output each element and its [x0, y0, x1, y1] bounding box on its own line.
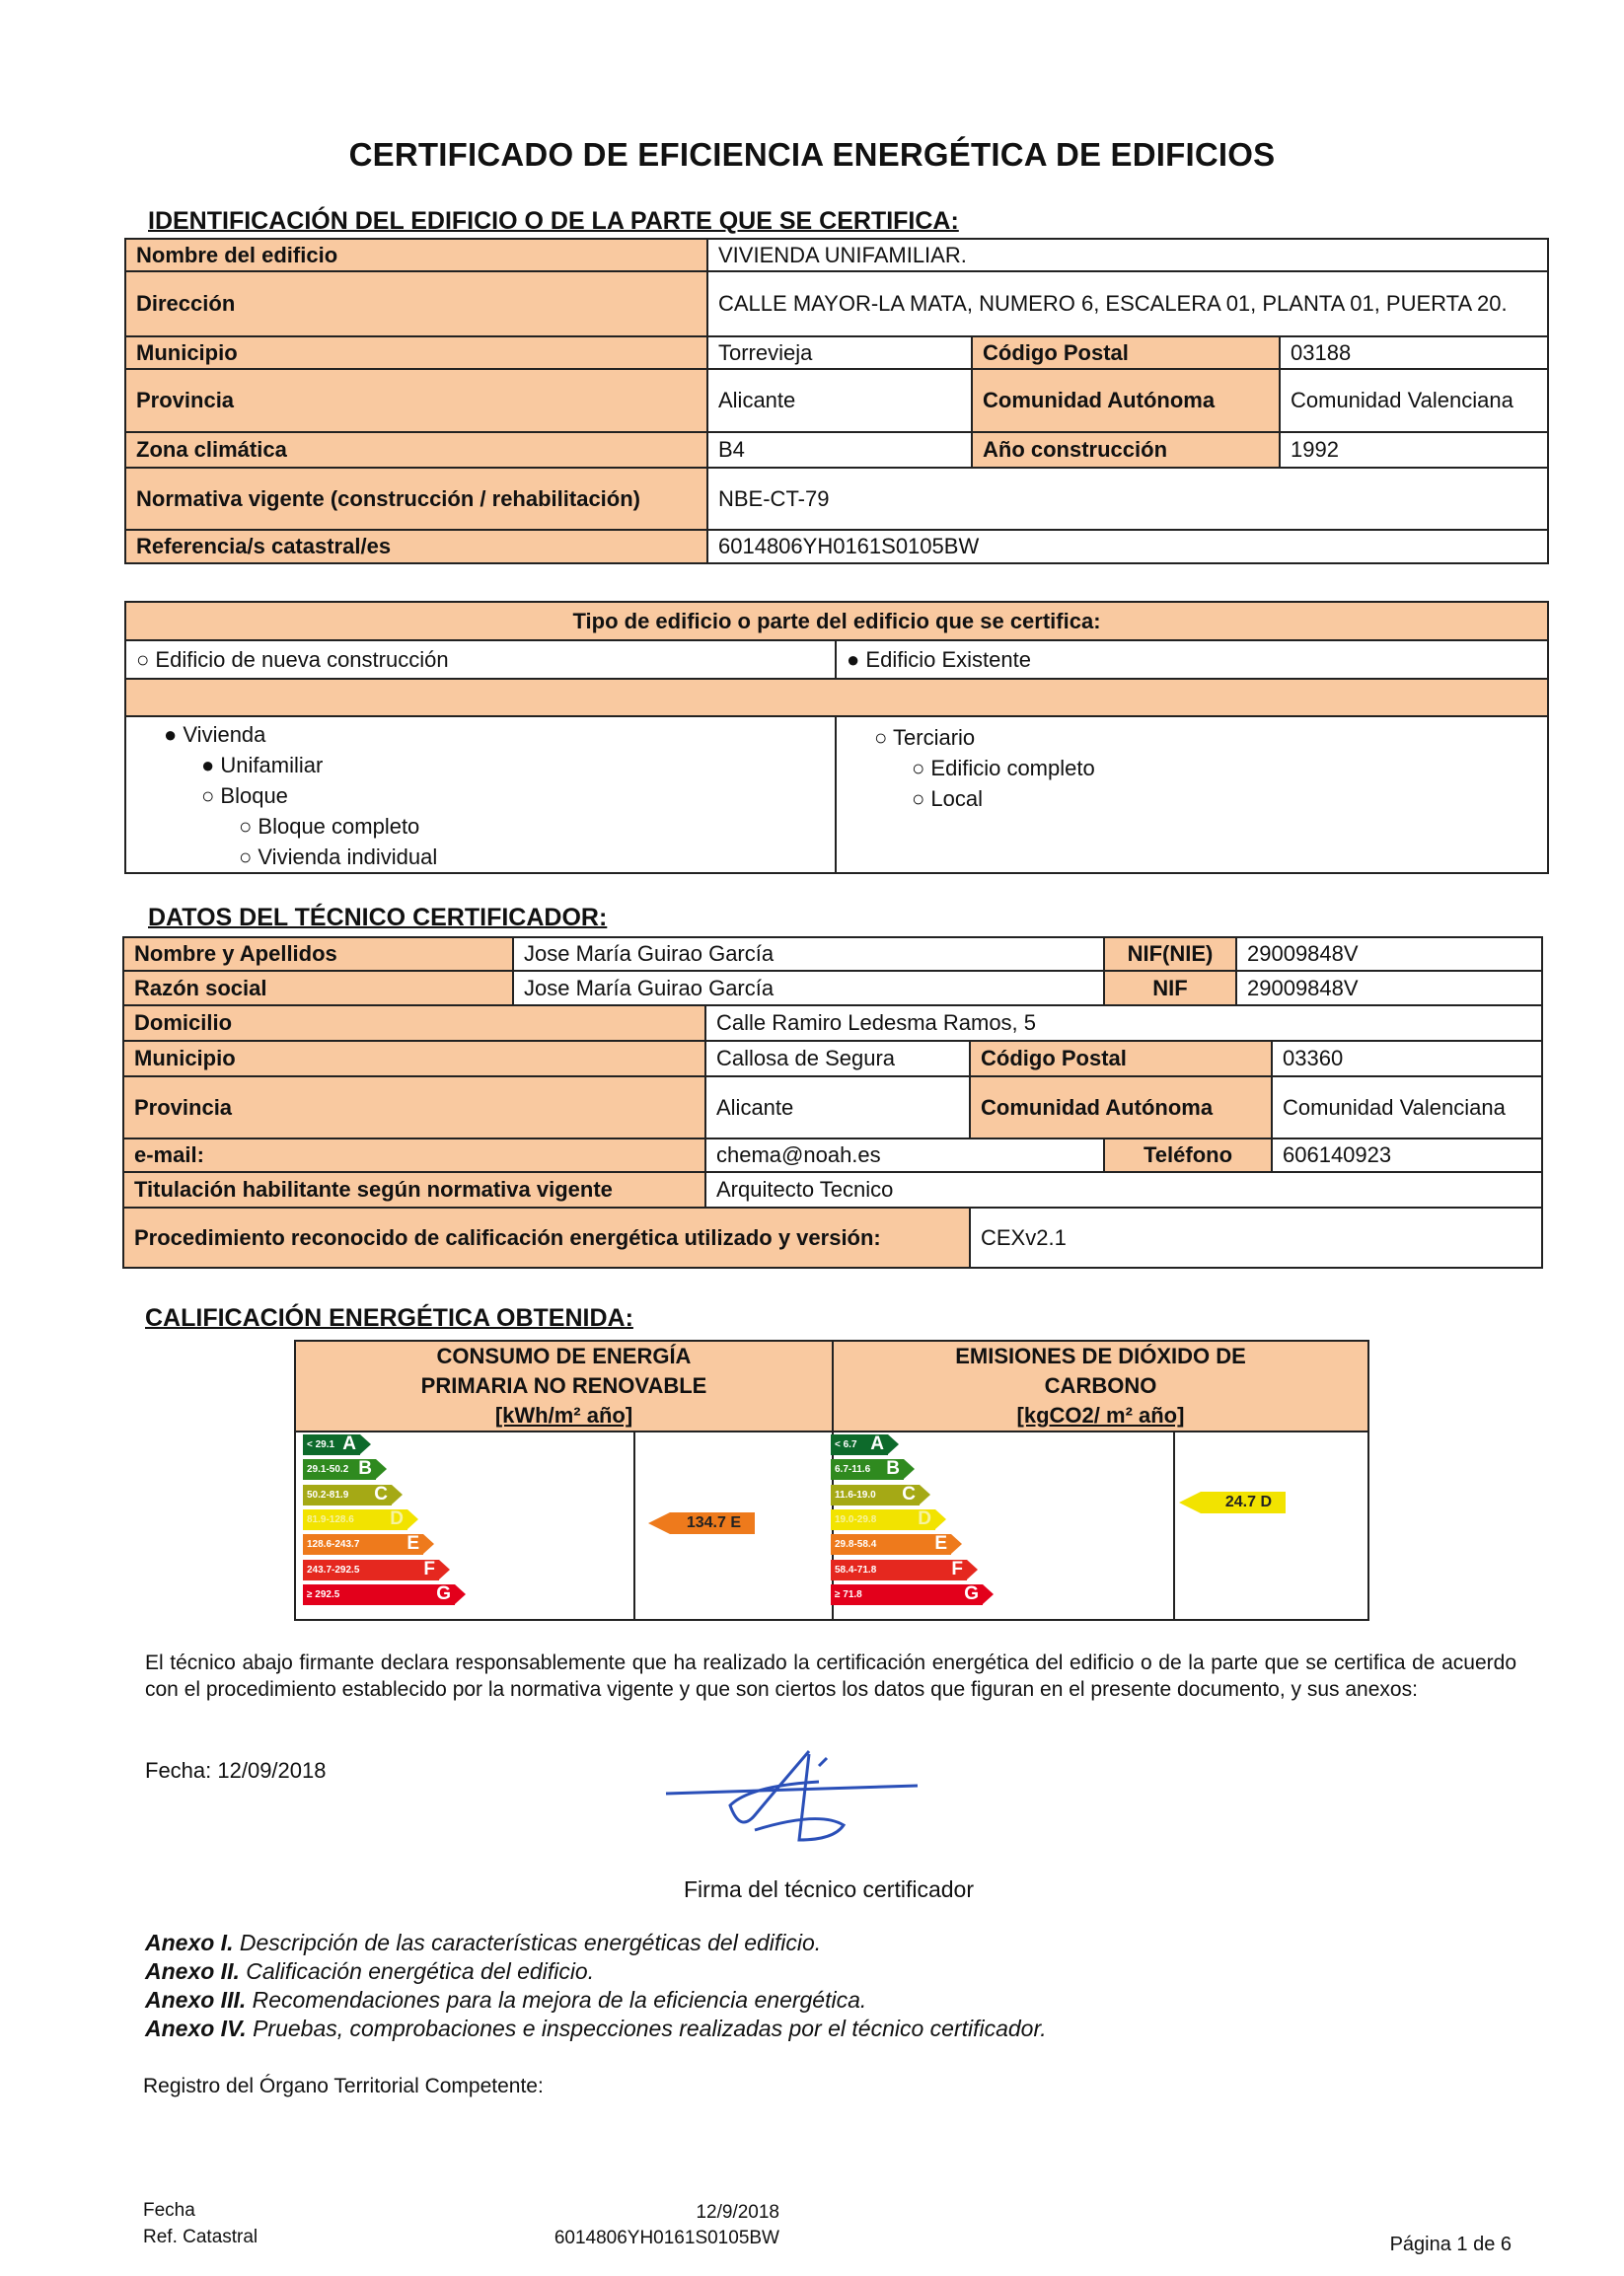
- label: Comunidad Autónoma: [972, 369, 1280, 432]
- footer-date-label: Fecha: [143, 2200, 195, 2221]
- rating-letter: A: [342, 1433, 356, 1454]
- label: Año construcción: [972, 432, 1280, 468]
- rating-bar-e: [831, 1534, 951, 1555]
- label: Provincia: [125, 369, 707, 432]
- annex-item: [145, 2015, 1047, 2043]
- building-name: VIVIENDA UNIFAMILIAR.: [707, 239, 1548, 271]
- label: NIF(NIE): [1104, 937, 1236, 971]
- technician-qualification: Arquitecto Tecnico: [705, 1172, 1542, 1208]
- rating-range: 6.7-11.6: [835, 1464, 871, 1476]
- annex-name: Anexo II.: [145, 1958, 240, 1984]
- label: Referencia/s catastral/es: [125, 530, 707, 563]
- rating-bar-d: [831, 1509, 935, 1530]
- annex-name: Anexo III.: [145, 1987, 247, 2013]
- rating-range: 128.6-243.7: [307, 1539, 360, 1551]
- radio-terciario: ○ Terciario: [847, 722, 1537, 753]
- annex-item: [145, 1986, 1047, 2015]
- label: Zona climática: [125, 432, 707, 468]
- technician-address: Calle Ramiro Ledesma Ramos, 5: [705, 1005, 1542, 1041]
- label: Provincia: [123, 1076, 705, 1138]
- label: Dirección: [125, 271, 707, 336]
- rating-range: < 6.7: [835, 1439, 857, 1450]
- emisiones-unit: [kgCO2/ m² año]: [1016, 1403, 1185, 1428]
- annex-name: Anexo IV.: [145, 2016, 247, 2041]
- rating-range: 29.1-50.2: [307, 1464, 349, 1476]
- rating-bar-g: [303, 1584, 455, 1605]
- label: NIF: [1104, 971, 1236, 1005]
- footer-ref-label: Ref. Catastral: [143, 2227, 258, 2247]
- address: CALLE MAYOR-LA MATA, NUMERO 6, ESCALERA 01, PLANTA 01, PUERTA 20.: [707, 271, 1548, 336]
- rating-letter: G: [436, 1582, 451, 1604]
- radio-vivienda: ● Vivienda: [136, 719, 825, 750]
- radio-bloque-completo: ○ Bloque completo: [136, 811, 825, 842]
- rating-letter: G: [964, 1582, 979, 1604]
- annex-text: Pruebas, comprobaciones e inspecciones realizadas por el técnico certificador.: [253, 2016, 1047, 2041]
- radio-unifamiliar: ● Unifamiliar: [136, 750, 825, 780]
- rating-bar-c: [303, 1485, 392, 1505]
- rating-letter: C: [374, 1483, 388, 1505]
- rating-range: 81.9-128.6: [307, 1513, 354, 1525]
- building-identification-table: [124, 238, 1549, 564]
- emisiones-header-line1: EMISIONES DE DIÓXIDO DE: [955, 1344, 1246, 1368]
- section-heading-identificacion: IDENTIFICACIÓN DEL EDIFICIO O DE LA PARTE QUE SE CERTIFICA:: [148, 207, 959, 235]
- label: Normativa vigente (construcción / rehabilitación): [125, 468, 707, 530]
- rating-range: ≥ 71.8: [835, 1588, 862, 1600]
- rating-letter: B: [886, 1458, 900, 1480]
- nif-nie: 29009848V: [1236, 937, 1542, 971]
- postal-code: 03188: [1280, 336, 1548, 369]
- signature-image: [661, 1746, 927, 1855]
- label: Titulación habilitante según normativa vigente: [123, 1172, 705, 1208]
- annex-item: [145, 1957, 1047, 1986]
- footer-date: 12/9/2018: [696, 2202, 779, 2223]
- label: Municipio: [123, 1041, 705, 1076]
- label: e-mail:: [123, 1138, 705, 1172]
- building-type-table: [124, 601, 1549, 874]
- rating-range: 11.6-19.0: [835, 1489, 876, 1501]
- annex-text: Calificación energética del edificio.: [246, 1958, 595, 1984]
- rating-bar-f: [831, 1560, 967, 1580]
- building-type-heading: Tipo de edificio o parte del edificio que se certifica:: [125, 602, 1548, 640]
- label: Nombre y Apellidos: [123, 937, 513, 971]
- label: Teléfono: [1104, 1138, 1272, 1172]
- declaration-text: El técnico abajo firmante declara responsablemente que ha realizado la certificación energética del edificio o de la parte que se certifica de acuerdo con el procedimiento establecido por la normativa vigente y que son ciertos los datos que figuran en el presente documento, y sus anexos:: [145, 1652, 1516, 1701]
- technician-municipality: Callosa de Segura: [705, 1041, 970, 1076]
- radio-bloque: ○ Bloque: [136, 780, 825, 811]
- technician-phone: 606140923: [1272, 1138, 1542, 1172]
- radio-existing-building: ● Edificio Existente: [847, 647, 1031, 672]
- rating-range: < 29.1: [307, 1439, 335, 1450]
- rating-bar-g: [831, 1584, 983, 1605]
- nif: 29009848V: [1236, 971, 1542, 1005]
- technician-province: Alicante: [705, 1076, 970, 1138]
- technician-community: Comunidad Valenciana: [1272, 1076, 1542, 1138]
- signature-label: Firma del técnico certificador: [684, 1876, 974, 1902]
- label: Código Postal: [972, 336, 1280, 369]
- rating-range: 243.7-292.5: [307, 1564, 360, 1576]
- technician-name: Jose María Guirao García: [513, 937, 1104, 971]
- rating-bar-f: [303, 1560, 439, 1580]
- technician-postal-code: 03360: [1272, 1041, 1542, 1076]
- section-heading-tecnico: DATOS DEL TÉCNICO CERTIFICADOR:: [148, 904, 608, 931]
- climate-zone: B4: [707, 432, 972, 468]
- section-heading-calificacion: CALIFICACIÓN ENERGÉTICA OBTENIDA:: [145, 1304, 633, 1332]
- consumo-rating-indicator: 134.7 E: [670, 1512, 755, 1534]
- rating-range: 58.4-71.8: [835, 1564, 877, 1576]
- rating-letter: E: [406, 1533, 419, 1555]
- annex-text: Descripción de las características energéticas del edificio.: [239, 1930, 822, 1955]
- label: Razón social: [123, 971, 513, 1005]
- annex-text: Recomendaciones para la mejora de la eficiencia energética.: [252, 1987, 867, 2013]
- document-title: CERTIFICADO DE EFICIENCIA ENERGÉTICA DE EDIFICIOS: [348, 136, 1276, 173]
- regulation: NBE-CT-79: [707, 468, 1548, 530]
- rating-bar-b: [303, 1459, 376, 1480]
- rating-letter: A: [870, 1433, 884, 1454]
- rating-letter: E: [934, 1533, 947, 1555]
- rating-bar-a: [303, 1434, 360, 1455]
- emisiones-value-cell: [1174, 1432, 1368, 1620]
- technician-email: chema@noah.es: [705, 1138, 1104, 1172]
- consumo-header: [295, 1341, 833, 1432]
- rating-letter: C: [902, 1483, 916, 1505]
- cadastral-reference: 6014806YH0161S0105BW: [707, 530, 1548, 563]
- label: Domicilio: [123, 1005, 705, 1041]
- footer-ref: 6014806YH0161S0105BW: [554, 2228, 779, 2248]
- spacer-row: [125, 679, 1548, 716]
- label: Nombre del edificio: [125, 239, 707, 271]
- rating-range: 29.8-58.4: [835, 1539, 877, 1551]
- rating-bar-c: [831, 1485, 920, 1505]
- rating-range: 19.0-29.8: [835, 1513, 877, 1525]
- emisiones-header-line2: CARBONO: [1044, 1373, 1157, 1398]
- signature-date: Fecha: 12/09/2018: [145, 1758, 327, 1783]
- company-name: Jose María Guirao García: [513, 971, 1104, 1005]
- annex-list: [145, 1929, 1047, 2043]
- rating-letter: D: [918, 1507, 931, 1529]
- consumo-header-line2: PRIMARIA NO RENOVABLE: [420, 1373, 707, 1398]
- registry-label: Registro del Órgano Territorial Competente:: [143, 2075, 544, 2097]
- radio-edificio-completo: ○ Edificio completo: [847, 753, 1537, 783]
- rating-range: ≥ 292.5: [307, 1588, 340, 1600]
- rating-letter: F: [423, 1558, 435, 1579]
- rating-letter: F: [951, 1558, 963, 1579]
- province: Alicante: [707, 369, 972, 432]
- radio-vivienda-individual: ○ Vivienda individual: [136, 842, 825, 872]
- rating-letter: B: [358, 1458, 372, 1480]
- rating-bar-d: [303, 1509, 407, 1530]
- radio-local: ○ Local: [847, 783, 1537, 814]
- page-number: Página 1 de 6: [1389, 2234, 1512, 2255]
- consumo-header-line1: CONSUMO DE ENERGÍA: [436, 1344, 692, 1368]
- municipality: Torrevieja: [707, 336, 972, 369]
- label: Procedimiento reconocido de calificación energética utilizado y versión:: [123, 1208, 970, 1268]
- consumo-unit: [kWh/m² año]: [494, 1403, 633, 1428]
- rating-bar-b: [831, 1459, 904, 1480]
- annex-item: [145, 1929, 1047, 1957]
- rating-bar-a: [831, 1434, 888, 1455]
- construction-year: 1992: [1280, 432, 1548, 468]
- emisiones-rating-indicator: 24.7 D: [1201, 1492, 1286, 1513]
- annex-name: Anexo I.: [145, 1930, 234, 1955]
- rating-bar-e: [303, 1534, 423, 1555]
- technician-table: [122, 936, 1543, 1269]
- label: Municipio: [125, 336, 707, 369]
- rating-letter: D: [390, 1507, 404, 1529]
- procedure-version: CEXv2.1: [970, 1208, 1542, 1268]
- autonomous-community: Comunidad Valenciana: [1280, 369, 1548, 432]
- label: Comunidad Autónoma: [970, 1076, 1272, 1138]
- rating-range: 50.2-81.9: [307, 1489, 349, 1501]
- emisiones-header: [833, 1341, 1368, 1432]
- radio-new-building: ○ Edificio de nueva construcción: [136, 647, 449, 672]
- label: Código Postal: [970, 1041, 1272, 1076]
